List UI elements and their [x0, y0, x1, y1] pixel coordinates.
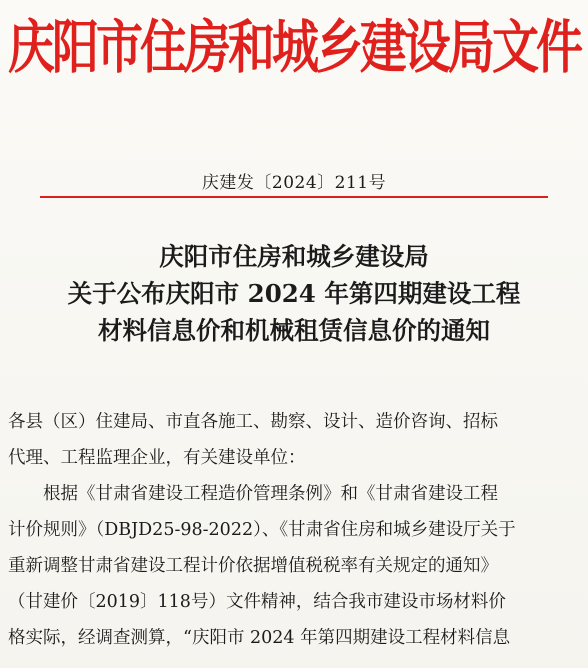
body-line-3: 根据《甘肃省建设工程造价管理条例》和《甘肃省建设工程	[43, 484, 498, 504]
body-line-7: 格实际，经调查测算，“庆阳市 2024 年第四期建设工程材料信息	[8, 628, 511, 648]
body-line-2: 代理、工程监理企业，有关建设单位：	[8, 448, 306, 468]
title-line-3: 材料信息价和机械租赁信息价的通知	[98, 316, 490, 345]
document-number: 庆建发〔2024〕211号	[201, 173, 387, 193]
body-line-1: 各县（区）住建局、市直各施工、勘察、设计、造价咨询、招标	[8, 412, 498, 432]
agency-header-title: 庆阳市住房和城乡建设局文件	[8, 14, 580, 82]
title-line-2: 关于公布庆阳市 2024 年第四期建设工程	[67, 279, 521, 308]
notice-title	[0, 238, 588, 349]
body-line-4: 计价规则》（DBJD25-98-2022）、《甘肃省住房和城乡建设厅关于	[8, 520, 516, 540]
body-line-6: （甘建价〔2019〕118号）文件精神，结合我市建设市场材料价	[8, 592, 506, 612]
body-line-5: 重新调整甘肃省建设工程计价依据增值税税率有关规定的通知》	[8, 556, 498, 576]
red-divider-line	[40, 196, 548, 198]
notice-body	[8, 404, 586, 656]
title-line-1: 庆阳市住房和城乡建设局	[159, 242, 429, 271]
